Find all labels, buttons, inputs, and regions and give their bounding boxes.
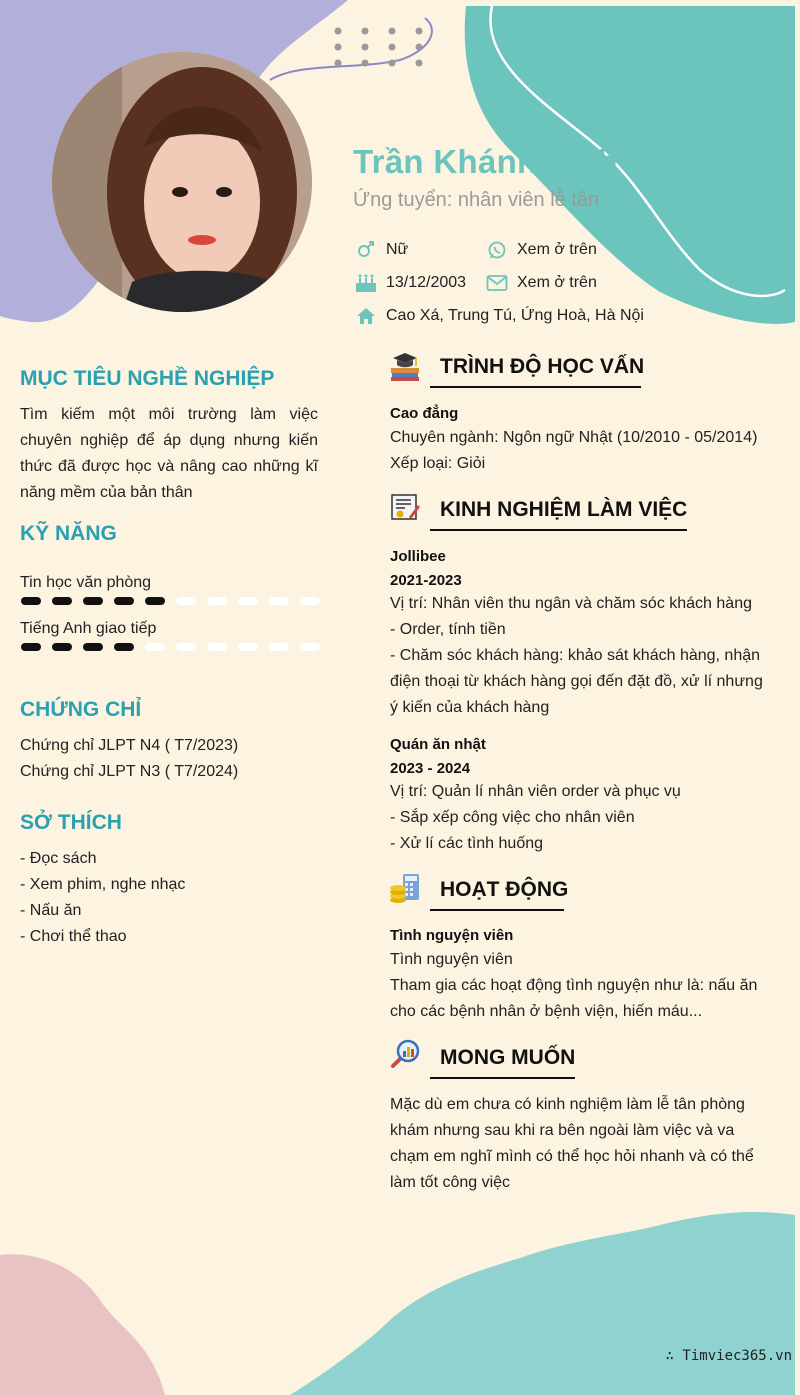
activity-line: Tình nguyện viên bbox=[390, 951, 513, 968]
skills-heading: KỸ NĂNG bbox=[20, 522, 117, 545]
dots-pattern bbox=[335, 28, 423, 67]
job-company: Jollibee bbox=[390, 548, 446, 565]
phone-value: Xem ở trên bbox=[517, 241, 597, 258]
experience-underline bbox=[430, 529, 687, 531]
books-graduation-icon bbox=[389, 350, 421, 382]
activities-underline bbox=[430, 909, 564, 911]
teal-blob-bottom bbox=[290, 1212, 795, 1395]
skill-dot-empty bbox=[300, 597, 320, 605]
gender-value: Nữ bbox=[386, 241, 409, 258]
magnifier-chart-icon bbox=[389, 1038, 421, 1070]
education-school: Cao đẳng bbox=[390, 405, 459, 422]
wishes-heading: MONG MUỐN bbox=[440, 1046, 576, 1069]
envelope-icon bbox=[486, 272, 508, 294]
experience-heading: KINH NGHIỆM LÀM VIỆC bbox=[440, 498, 688, 521]
skill-dot-filled bbox=[52, 643, 72, 651]
skill-dot-filled bbox=[83, 597, 103, 605]
certificate-item: Chứng chỉ JLPT N4 ( T7/2023) bbox=[20, 737, 239, 754]
skill-label-english: Tiếng Anh giao tiếp bbox=[20, 620, 157, 637]
gender-female-icon bbox=[355, 239, 377, 261]
wishes-underline bbox=[430, 1077, 575, 1079]
avatar-photo bbox=[52, 52, 312, 312]
objective-heading: MỤC TIÊU NGHỀ NGHIỆP bbox=[20, 367, 275, 390]
brand-text: Timviec365.vn bbox=[682, 1348, 792, 1364]
hobby-item: - Chơi thể thao bbox=[20, 928, 127, 945]
address-info bbox=[355, 305, 644, 327]
skill-dot-filled bbox=[21, 643, 41, 651]
skill-rating-english bbox=[20, 641, 320, 653]
skill-rating-office bbox=[20, 595, 320, 607]
email-info bbox=[486, 272, 597, 294]
skill-dot-empty bbox=[300, 643, 320, 651]
job-period: 2021-2023 bbox=[390, 572, 462, 589]
applied-position: Ứng tuyển: nhân viên lễ tân bbox=[353, 189, 600, 211]
certificates-heading: CHỨNG CHỈ bbox=[20, 698, 142, 721]
job-line: Vị trí: Nhân viên thu ngân và chăm sóc khách hàng bbox=[390, 595, 752, 612]
education-line: Chuyên ngành: Ngôn ngữ Nhật (10/2010 - 05/2014) bbox=[390, 429, 758, 446]
address-value: Cao Xá, Trung Tú, Ứng Hoà, Hà Nội bbox=[386, 307, 644, 324]
email-value: Xem ở trên bbox=[517, 274, 597, 291]
skill-dot-empty bbox=[145, 643, 165, 651]
hobby-item: - Nấu ăn bbox=[20, 902, 82, 919]
calculator-coins-icon bbox=[389, 872, 421, 904]
skill-dot-empty bbox=[207, 597, 227, 605]
whatsapp-icon bbox=[486, 239, 508, 261]
home-icon bbox=[355, 305, 377, 327]
hobby-item: - Xem phim, nghe nhạc bbox=[20, 876, 186, 893]
wishes-text: Mặc dù em chưa có kinh nghiệm làm lễ tân phòng khám nhưng sau khi ra bên ngoài làm việc và va chạm em nghĩ mình có thể học hỏi nhanh và có thể làm tốt công việc bbox=[390, 1096, 754, 1191]
skill-dot-empty bbox=[269, 597, 289, 605]
footer-brand bbox=[666, 1348, 792, 1364]
birthday-cake-icon bbox=[355, 272, 377, 294]
dob-value: 13/12/2003 bbox=[386, 274, 467, 291]
hobbies-heading: SỞ THÍCH bbox=[20, 811, 122, 834]
certificate-item: Chứng chỉ JLPT N3 ( T7/2024) bbox=[20, 763, 239, 780]
job-line: Vị trí: Quản lí nhân viên order và phục vụ bbox=[390, 783, 681, 800]
job-line: - Xử lí các tình huống bbox=[390, 835, 544, 852]
skill-dot-filled bbox=[114, 597, 134, 605]
skill-dot-filled bbox=[114, 643, 134, 651]
skill-dot-filled bbox=[21, 597, 41, 605]
skill-dot-empty bbox=[176, 597, 196, 605]
skill-dot-empty bbox=[176, 643, 196, 651]
job-line: - Chăm sóc khách hàng: khảo sát khách hàng, nhận điện thoại từ khách hàng gọi đến đặt đồ, xử lí nhưng ý kiến của khách hàng bbox=[390, 647, 763, 716]
pink-blob-shape bbox=[0, 1254, 165, 1395]
skill-dot-filled bbox=[52, 597, 72, 605]
dob-info bbox=[355, 272, 466, 294]
job-line: - Sắp xếp công việc cho nhân viên bbox=[390, 809, 635, 826]
education-heading: TRÌNH ĐỘ HỌC VẤN bbox=[440, 355, 645, 378]
hobby-item: - Đọc sách bbox=[20, 850, 97, 867]
objective-text: Tìm kiếm một môi trường làm việc chuyên nghiệp để áp dụng nhưng kiến thức đã được học và nâng cao những kĩ năng mềm của bản thân bbox=[20, 406, 318, 501]
activity-line: Tham gia các hoạt động tình nguyện như là: nấu ăn cho các bệnh nhân ở bệnh viện, hiến máu... bbox=[390, 977, 758, 1020]
job-period: 2023 - 2024 bbox=[390, 760, 471, 777]
skill-dot-empty bbox=[269, 643, 289, 651]
activity-title: Tình nguyện viên bbox=[390, 927, 514, 944]
phone-info bbox=[486, 239, 597, 261]
gender-info bbox=[355, 239, 408, 261]
skill-label-office: Tin học văn phòng bbox=[20, 574, 152, 591]
activities-heading: HOẠT ĐỘNG bbox=[440, 878, 569, 901]
brand-glyph: ∴ bbox=[665, 1348, 674, 1364]
job-line: - Order, tính tiền bbox=[390, 621, 506, 638]
skill-dot-empty bbox=[207, 643, 227, 651]
skill-dot-empty bbox=[238, 643, 258, 651]
skill-dot-empty bbox=[238, 597, 258, 605]
skill-dot-filled bbox=[83, 643, 103, 651]
skill-dot-filled bbox=[145, 597, 165, 605]
job-company: Quán ăn nhật bbox=[390, 736, 486, 753]
certificate-icon bbox=[389, 491, 421, 523]
education-line: Xếp loại: Giỏi bbox=[390, 455, 486, 472]
education-underline bbox=[430, 386, 641, 388]
candidate-name: Trần Khánh Linh bbox=[353, 143, 618, 180]
